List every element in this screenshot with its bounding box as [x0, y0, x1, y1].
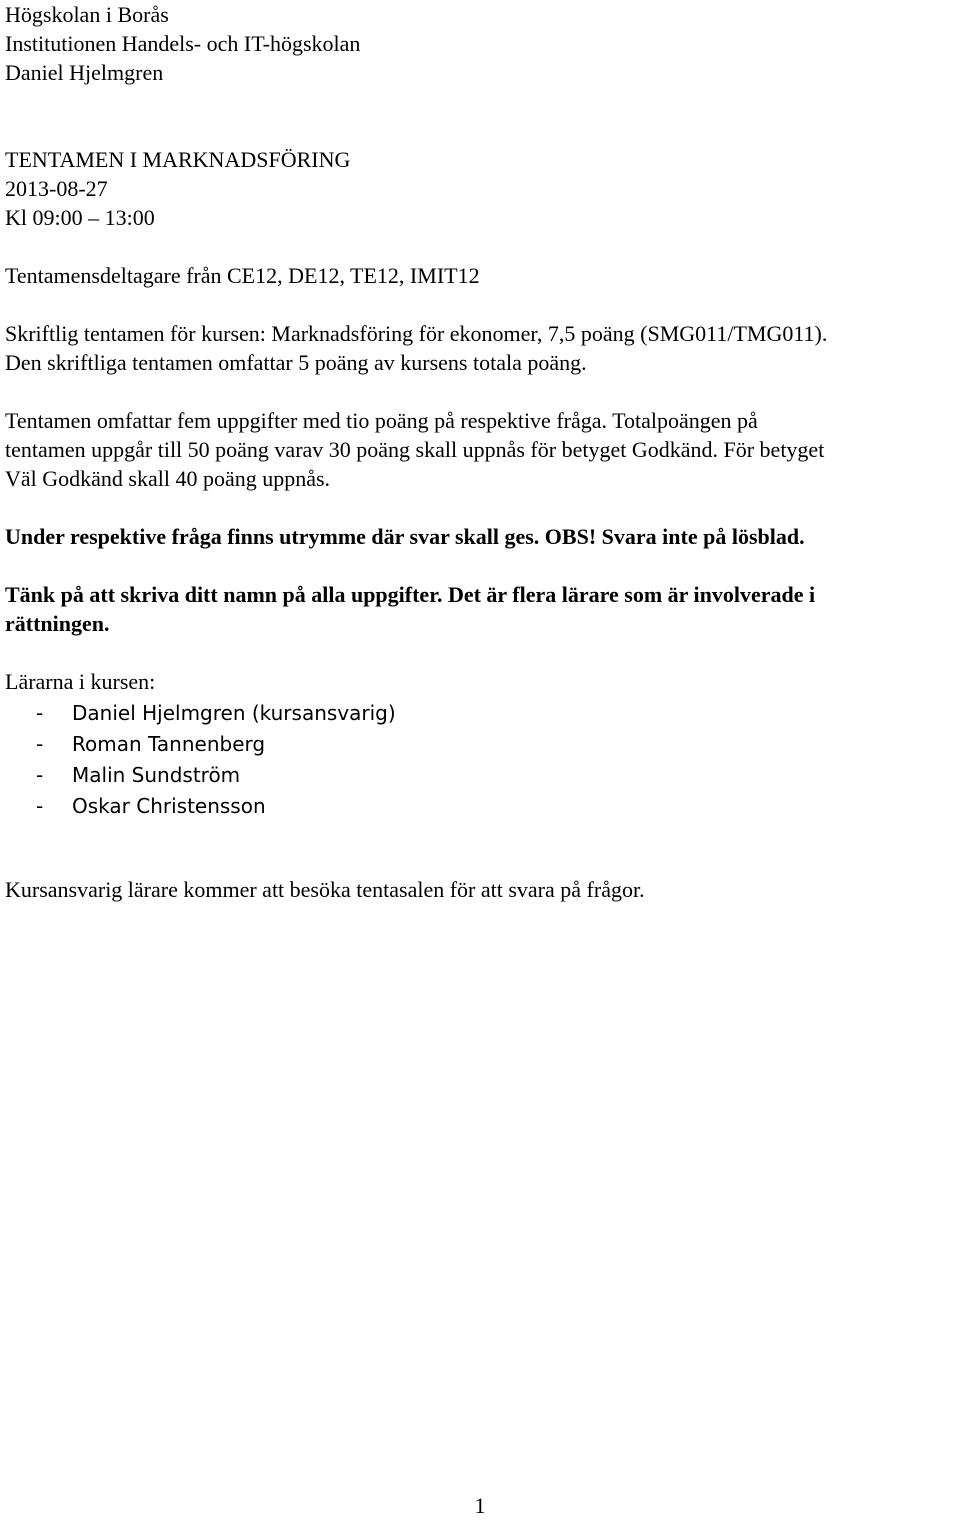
- teacher-name: Roman Tannenberg: [72, 732, 266, 756]
- list-bullet: -: [36, 732, 44, 756]
- name-instruction-line: Tänk på att skriva ditt namn på alla uppgifter. Det är flera lärare som är involverade i: [5, 582, 816, 607]
- teacher-name: Malin Sundström: [72, 763, 241, 787]
- course-paragraph: [5, 319, 955, 377]
- exam-info: [5, 145, 955, 232]
- teacher-name: Oskar Christensson: [72, 794, 266, 818]
- exam-cover-page: [5, 0, 955, 1528]
- school-name: Högskolan i Borås: [5, 2, 169, 27]
- institution-name: Institutionen Handels- och IT-högskolan: [5, 31, 361, 56]
- teachers-list: [5, 698, 955, 822]
- scope-line: tentamen uppgår till 50 poäng varav 30 poäng skall uppnås för betyget Godkänd. För betyget: [5, 437, 825, 462]
- list-bullet: -: [36, 763, 44, 787]
- course-line: Skriftlig tentamen för kursen: Marknadsföring för ekonomer, 7,5 poäng (SMG011/TMG011).: [5, 321, 828, 346]
- page-number: 1: [474, 1493, 486, 1518]
- list-item: [5, 791, 955, 822]
- list-item: [5, 729, 955, 760]
- scope-paragraph: [5, 406, 955, 493]
- scope-line: Väl Godkänd skall 40 poäng uppnås.: [5, 466, 331, 491]
- name-instruction: [5, 580, 955, 638]
- list-item: [5, 698, 955, 729]
- exam-time: Kl 09:00 – 13:00: [5, 205, 155, 230]
- document-header: [5, 0, 955, 87]
- teacher-name: Daniel Hjelmgren (kursansvarig): [72, 701, 396, 725]
- footer-note: Kursansvarig lärare kommer att besöka tentasalen för att svara på frågor.: [5, 877, 645, 902]
- author-name: Daniel Hjelmgren: [5, 60, 164, 85]
- scope-line: Tentamen omfattar fem uppgifter med tio poäng på respektive fråga. Totalpoängen på: [5, 408, 758, 433]
- exam-title: TENTAMEN I MARKNADSFÖRING: [5, 147, 351, 172]
- list-bullet: -: [36, 701, 44, 725]
- answer-instruction: Under respektive fråga finns utrymme där svar skall ges. OBS! Svara inte på lösblad.: [5, 524, 805, 549]
- course-line: Den skriftliga tentamen omfattar 5 poäng av kursens totala poäng.: [5, 350, 587, 375]
- name-instruction-line: rättningen.: [5, 611, 110, 636]
- list-bullet: -: [36, 794, 44, 818]
- exam-date: 2013-08-27: [5, 176, 108, 201]
- teachers-heading: Lärarna i kursen:: [5, 669, 156, 694]
- list-item: [5, 760, 955, 791]
- exam-participants: Tentamensdeltagare från CE12, DE12, TE12, IMIT12: [5, 263, 480, 288]
